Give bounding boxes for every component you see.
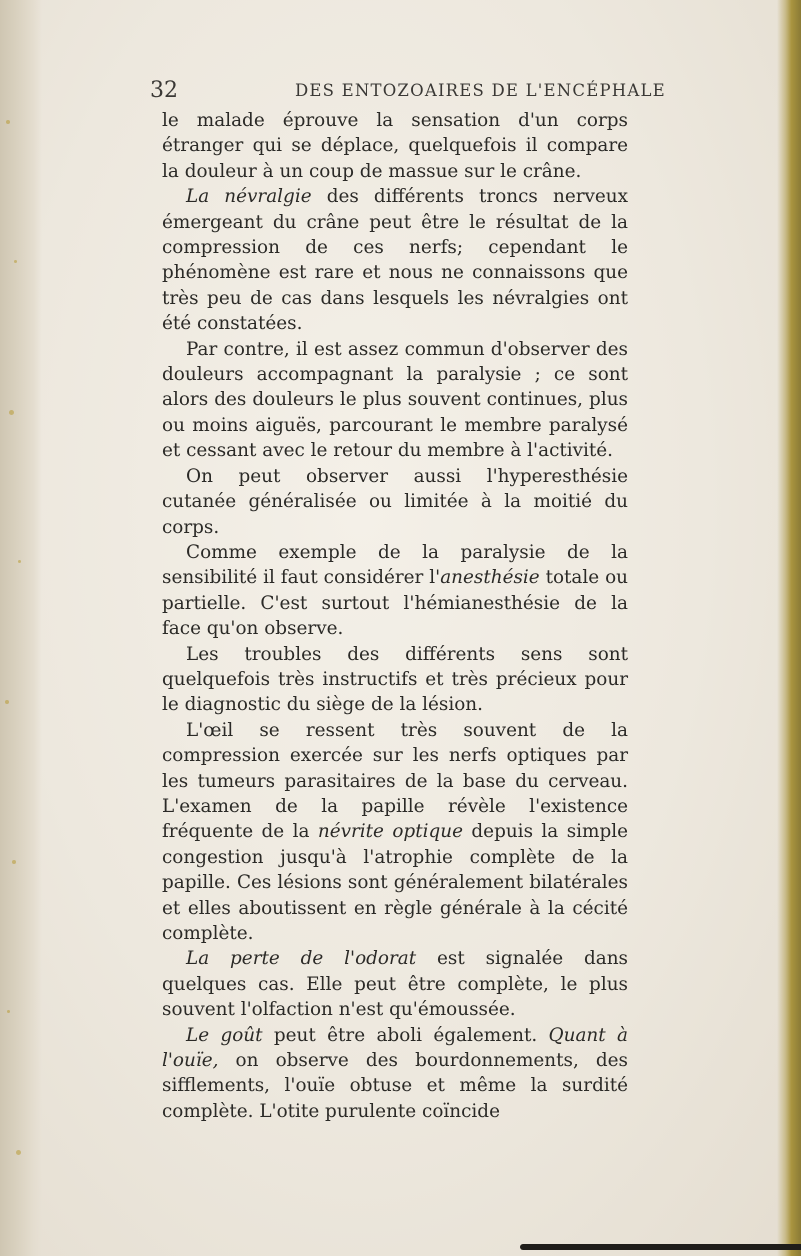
paragraph: On peut observer aussi l'hyperesthésie cutanée généralisée ou limitée à la moitié du corps. (162, 465, 628, 538)
paragraph: Les troubles des différents sens sont quelquefois très instructifs et très précieux pour le diagnostic du siège de la lésion. (162, 643, 628, 716)
page-edge-right (777, 0, 801, 1256)
paragraph: Le goût peut être aboli également. Quant à l'ouïe, on observe des bourdonnements, des sifflements, l'ouïe obtuse et même la surdité complète. L'otite purulente coïncide (162, 1024, 628, 1122)
page-header (150, 78, 790, 112)
paragraph: La névralgie des différents troncs nerveux émergeant du crâne peut être le résultat de la compression de ces nerfs; cependant le phénomène est rare et nous ne connaissons que très peu de cas dans lesquels les névralgies ont été constatées. (162, 186, 628, 335)
paragraph: Par contre, il est assez commun d'observer des douleurs accompagnant la paralysie ; ce sont alors des douleurs le plus souvent continues, plus ou moins aiguës, parcourant le membre paralysé et cessant avec le retour du membre à l'activité. (162, 338, 628, 462)
bottom-edge-shadow (520, 1244, 801, 1250)
running-title: DES ENTOZOAIRES DE L'ENCÉPHALE (295, 81, 666, 100)
page-number: 32 (150, 78, 178, 103)
paragraph: le malade éprouve la sensation d'un corps étranger qui se déplace, quelquefois il compare la douleur à un coup de massue sur le crâne. (162, 110, 628, 182)
paragraph: L'œil se ressent très souvent de la compression exercée sur les nerfs optiques par les tumeurs parasitaires de la base du cerveau. L'examen de la papille révèle l'existence fréquente de la névrite optique depuis la simple congestion jusqu'à l'atrophie complète de la papille. Ces lésions sont généralement bilatérales et elles aboutissent en règle générale à la cécité complète. (162, 719, 628, 944)
paragraph: La perte de l'odorat est signalée dans quelques cas. Elle peut être complète, le plus souvent l'olfaction n'est qu'émoussée. (162, 948, 628, 1021)
book-gutter (0, 0, 42, 1256)
body-text (162, 108, 628, 1124)
paragraph: Comme exemple de la paralysie de la sensibilité il faut considérer l'anesthésie totale ou partielle. C'est surtout l'hémianesthésie de la face qu'on observe. (162, 541, 628, 640)
